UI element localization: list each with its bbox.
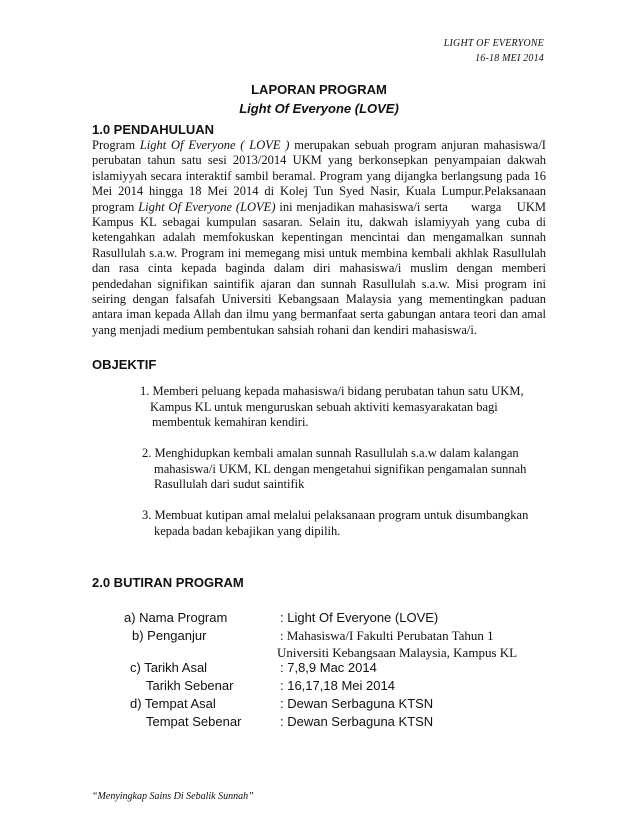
paragraph-line: islamiyyah secara interaktif sambil beramal. Program yang dijangka berlangsung pada 16 [92, 168, 546, 183]
detail-value: : Light Of Everyone (LOVE) [280, 610, 439, 625]
paragraph-line: program Light Of Everyone (LOVE) ini menjadikan mahasiswa/i serta warga UKM [92, 199, 546, 214]
report-title-sub: Light Of Everyone (LOVE) [239, 101, 399, 116]
header-title: LIGHT OF EVERYONE [443, 38, 544, 49]
detail-row-tempat-asal [130, 695, 434, 713]
paragraph-line: antara iman kepada Allah dan ilmu yang bermanfaat serta gabungan antara teori dan amal [92, 307, 546, 322]
report-title [0, 80, 638, 118]
objective-line: Rasullulah dari sudut saintifik [154, 477, 305, 492]
objective-line: membentuk kemahiran kendiri. [152, 415, 309, 430]
header-date: 16-18 MEI 2014 [475, 53, 544, 64]
page-footer: “Menyingkap Sains Di Sebalik Sunnah” [92, 791, 254, 802]
report-title-main: LAPORAN PROGRAM [251, 82, 387, 97]
detail-value: : Dewan Serbaguna KTSN [280, 714, 434, 729]
objective-item-2 [142, 446, 526, 493]
objective-line: 2. Menghidupkan kembali amalan sunnah Rasullulah s.a.w dalam kalangan [142, 446, 519, 460]
detail-value: : 16,17,18 Mei 2014 [280, 678, 395, 693]
objective-line: kepada badan kebajikan yang dipilih. [154, 523, 341, 538]
paragraph-line: dan rasa cinta kepada baginda dalam diri mahasiswa/i muslim dengan memberi [92, 261, 546, 276]
objective-line: mahasiswa/i UKM, KL dengan mengetahui signifikan pengamalan sunnah [154, 461, 527, 476]
objective-line: 3. Membuat kutipan amal melalui pelaksanaan program untuk disumbangkan [142, 508, 529, 522]
paragraph-line: Program Light Of Everyone ( LOVE ) merupakan sebuah program anjuran mahasiswa/I [92, 138, 546, 152]
paragraph-line: ketengahkan adalah memfokuskan kepentingan mencintai dan mengamalkan sunnah [92, 230, 546, 245]
objective-line: 1. Memberi peluang kepada mahasiswa/i bidang perubatan tahun satu UKM, [140, 384, 524, 398]
detail-label: b) Penganjur [132, 628, 207, 643]
detail-value: : Mahasiswa/I Fakulti Perubatan Tahun 1 [280, 628, 494, 643]
detail-row-nama-program [124, 609, 439, 627]
detail-value: : Dewan Serbaguna KTSN [280, 696, 434, 711]
detail-label: a) Nama Program [124, 610, 228, 625]
section-2-heading: 2.0 BUTIRAN PROGRAM [92, 575, 244, 590]
section-1-heading: 1.0 PENDAHULUAN [92, 122, 215, 137]
detail-row-tarikh-asal [130, 659, 377, 677]
detail-value: Universiti Kebangsaan Malaysia, Kampus KL [277, 645, 518, 660]
detail-row-tarikh-sebenar [146, 677, 395, 695]
paragraph-line: perubatan tahun satu sesi 2013/2014 UKM yang berkonsepkan penyampaian dakwah [92, 153, 546, 168]
detail-row-penganjur [132, 627, 494, 645]
page-header [444, 36, 544, 66]
detail-value: : 7,8,9 Mac 2014 [280, 660, 377, 675]
paragraph-line: Mei 2014 hingga 18 Mei 2014 di Kolej Tun Syed Nasir, Kuala Lumpur.Pelaksanaan [92, 184, 546, 199]
detail-label: c) Tarikh Asal [130, 660, 208, 675]
objective-item-3 [142, 508, 528, 539]
introduction-paragraph [92, 138, 546, 338]
detail-label: d) Tempat Asal [130, 696, 216, 711]
objective-line: Kampus KL untuk menguruskan sebuah aktiviti kemasyarakatan bagi [150, 399, 498, 414]
objective-item-1 [140, 384, 524, 431]
detail-label: Tempat Sebenar [146, 714, 242, 729]
paragraph-line: seiring dengan falsafah Universiti Kebangsaan Malaysia yang mementingkan paduan [92, 292, 546, 307]
paragraph-line: Rasullulah s.a.w. Program ini memegang misi untuk membina kembali akhlak Rasullulah [92, 245, 546, 260]
paragraph-line: Kampus KL sebagai kumpulan sasaran. Selain itu, dakwah islamiyyah yang cuba di [92, 215, 546, 230]
detail-row-tempat-sebenar [146, 713, 434, 731]
paragraph-line: pendedahan signifikan saintifik ajaran dan sunnah Rasullulah s.a.w. Misi program ini [92, 276, 546, 291]
paragraph-line: yang menjadi medium pembentukan sahsiah rohani dan kendiri mahasiswa/i. [92, 322, 477, 337]
objektif-heading: OBJEKTIF [92, 357, 157, 372]
detail-label: Tarikh Sebenar [146, 678, 234, 693]
